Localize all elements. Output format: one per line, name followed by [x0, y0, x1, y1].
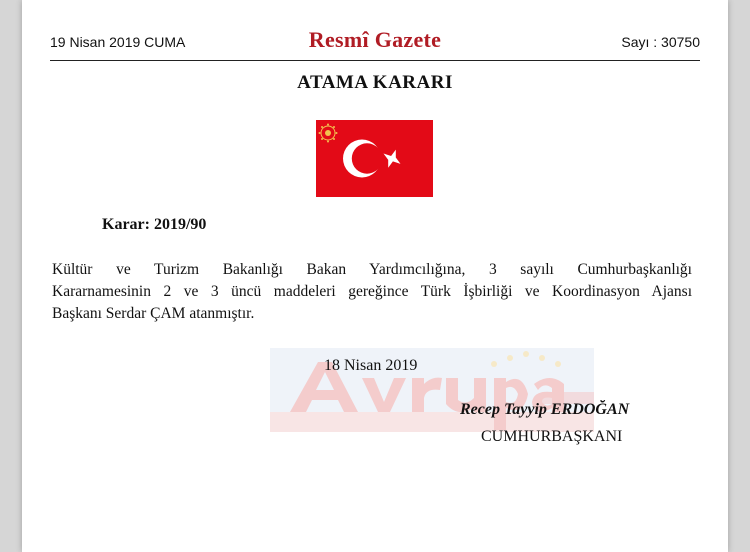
decision-body	[52, 259, 692, 325]
masthead-title: Resmî Gazete	[308, 27, 442, 52]
document-title: ATAMA KARARI	[297, 72, 453, 93]
presidential-seal-icon	[319, 124, 338, 143]
header-divider	[50, 60, 700, 61]
gazette-page	[22, 0, 728, 552]
body-line: Kültür ve Turizm Bakanlığı Bakan Yardımcılığına, 3 sayılı Cumhurbaşkanlığı	[52, 261, 692, 278]
decision-date: 18 Nisan 2019	[324, 357, 418, 374]
decision-number: Karar: 2019/90	[102, 216, 207, 233]
turkish-flag-icon	[316, 120, 433, 197]
avrupa-sesi-watermark	[270, 342, 594, 438]
body-line: Kararnamesinin 2 ve 3 üncü maddeleri gereğince Türk İşbirliği ve Koordinasyon Ajansı	[52, 283, 692, 300]
signer-name: Recep Tayyip ERDOĞAN	[460, 401, 630, 418]
signer-title: CUMHURBAŞKANI	[481, 428, 623, 445]
body-line: Başkanı Serdar ÇAM atanmıştır.	[52, 305, 255, 322]
issue-date: 19 Nisan 2019 CUMA	[50, 34, 186, 50]
issue-number: Sayı : 30750	[621, 34, 700, 50]
